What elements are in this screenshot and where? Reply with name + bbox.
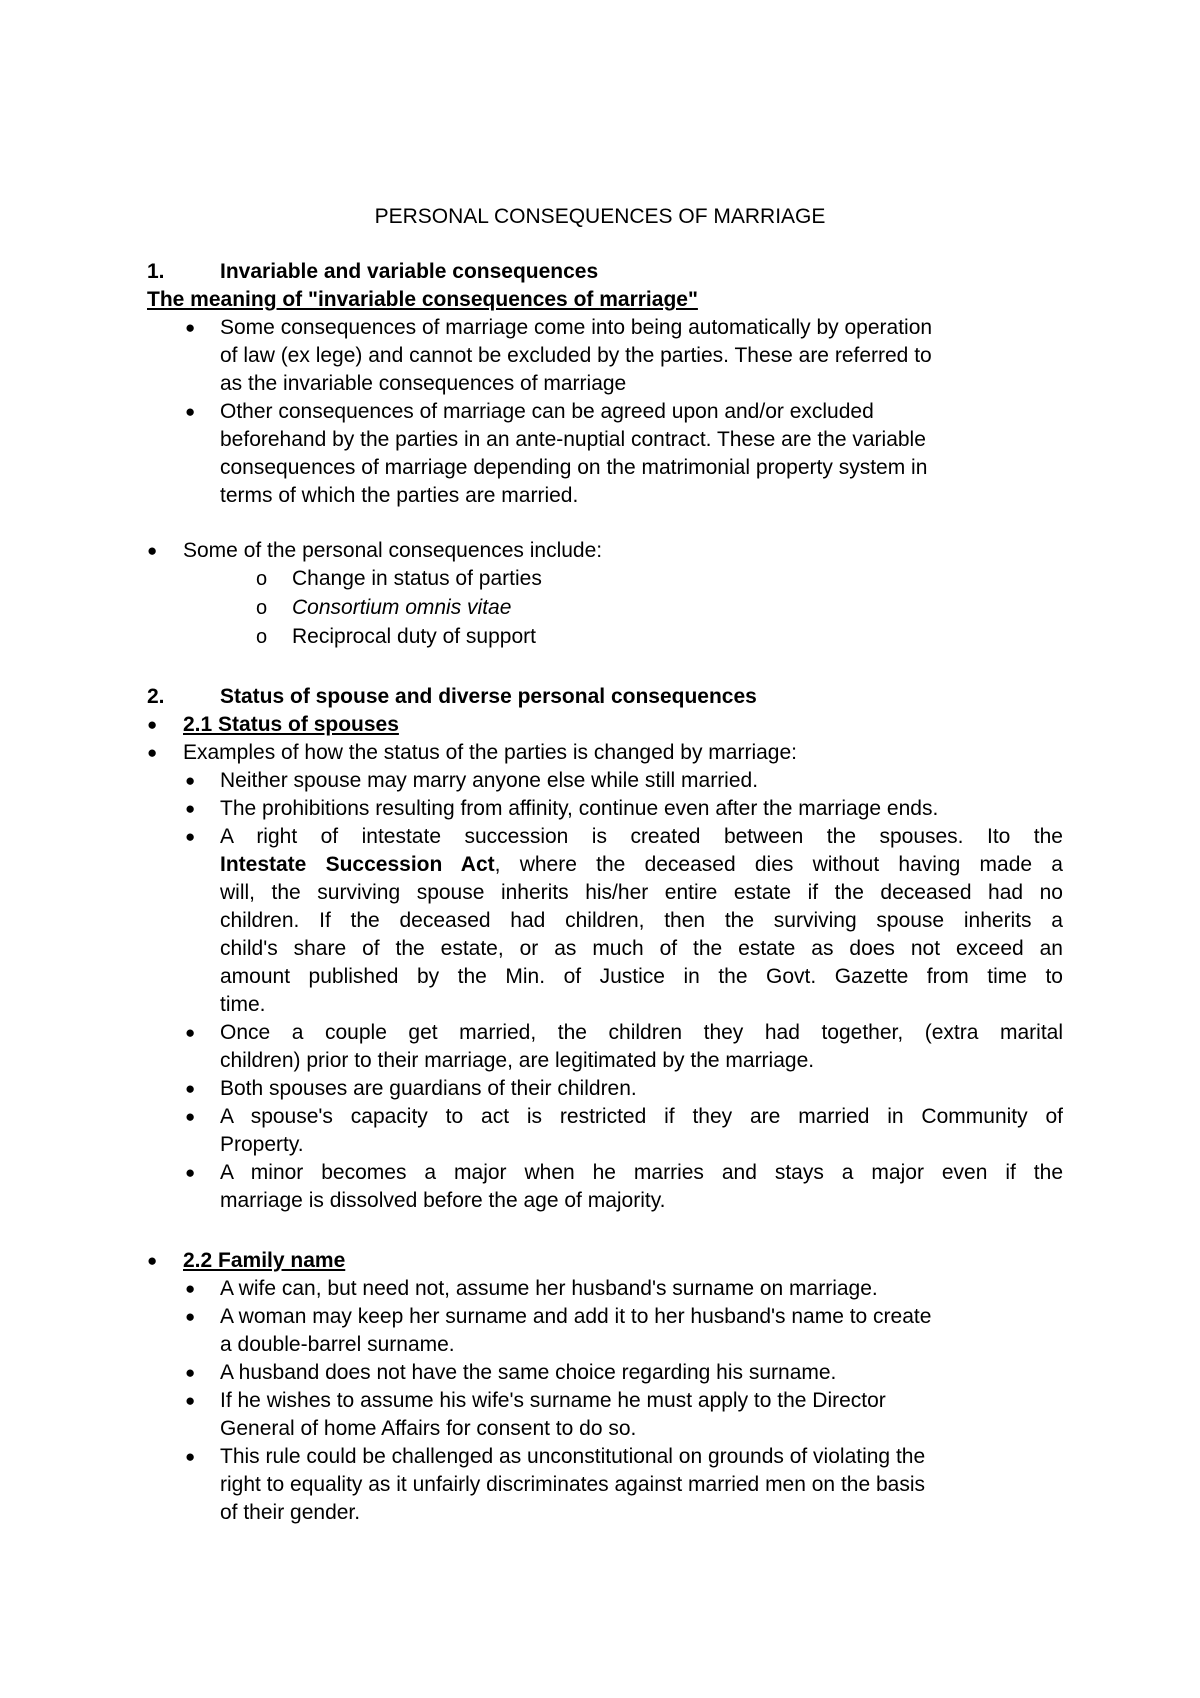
status-item-2: The prohibitions resulting from affinity, continue even after the marriage ends. [220,797,939,820]
status-item-1: Neither spouse may marry anyone else while still married. [220,769,759,792]
bullet-icon: ● [185,1447,196,1466]
bullet-icon: ● [147,743,158,762]
bullet-icon: ● [147,715,158,734]
intestate-succession-act: Intestate Succession Act [220,853,495,876]
family-name-item-4: If he wishes to assume his wife's surname he must apply to the Director General of home Affairs for consent to do so. [220,1389,886,1440]
section-1-heading: Invariable and variable consequences [220,260,599,283]
bullet-icon: ● [185,771,196,790]
bullet-icon: ● [147,541,158,560]
status-item-3: A right of intestate succession is created between the spouses. Ito the Intestate Succession Act, where the deceased dies without having made a will, the surviving spouse inherits his/her entire estate if the deceased had no children. If the deceased had children, then the surviving spouse inherits a child's share of the estate, or as much of the estate as does not exceed an amount published by the Min. of Justice in the Govt. Gazette from time to time. [220,825,1063,1016]
bullet-icon: ● [185,1023,196,1042]
s1-bullet-1: Some consequences of marriage come into being automatically by operation of law (ex lege) and cannot be excluded by the parties. These are referred to as the invariable consequences of marriage [220,316,933,395]
family-name-item-3: A husband does not have the same choice regarding his surname. [220,1361,837,1384]
bullet-icon: ● [185,1307,196,1326]
subsection-2-1-heading: 2.1 Status of spouses [183,713,399,736]
section-2-number: 2. [147,685,165,708]
bullet-icon: ● [185,1363,196,1382]
bullet-icon: ● [185,1107,196,1126]
section-2-heading: Status of spouse and diverse personal consequences [220,685,757,708]
personal-item-3: Reciprocal duty of support [292,625,536,648]
circle-bullet-icon: o [256,626,268,648]
status-item-5: Both spouses are guardians of their children. [220,1077,637,1100]
bullet-icon: ● [185,827,196,846]
circle-bullet-icon: o [256,568,268,590]
bullet-icon: ● [147,1251,158,1270]
page-title: PERSONAL CONSEQUENCES OF MARRIAGE [374,205,826,228]
bullet-icon: ● [185,402,196,421]
status-item-7: A minor becomes a major when he marries and stays a major even if the marriage is dissolved before the age of majority. [220,1161,1063,1212]
bullet-icon: ● [185,1391,196,1410]
bullet-icon: ● [185,1163,196,1182]
personal-item-1: Change in status of parties [292,567,542,590]
circle-bullet-icon: o [256,597,268,619]
section-1-number: 1. [147,260,165,283]
family-name-item-1: A wife can, but need not, assume her husband's surname on marriage. [220,1277,878,1300]
bullet-icon: ● [185,318,196,337]
status-examples-intro: Examples of how the status of the parties is changed by marriage: [183,741,797,764]
bullet-icon: ● [185,1279,196,1298]
personal-item-2: Consortium omnis vitae [292,596,512,619]
s1-bullet-2: Other consequences of marriage can be agreed upon and/or excluded beforehand by the parties in an ante-nuptial contract. These are the variable consequences of marriage depending on the matrimonial property system in terms of which the parties are married. [220,400,928,507]
personal-consequences-intro: Some of the personal consequences include: [183,539,603,562]
subsection-2-2-heading: 2.2 Family name [183,1249,346,1272]
status-item-6: A spouse's capacity to act is restricted if they are married in Community of Property. [220,1105,1063,1156]
bullet-icon: ● [185,1079,196,1098]
family-name-item-2: A woman may keep her surname and add it to her husband's name to create a double-barrel surname. [220,1305,932,1356]
section-1-subheading: The meaning of "invariable consequences of marriage" [147,288,698,311]
family-name-item-5: This rule could be challenged as unconstitutional on grounds of violating the right to equality as it unfairly discriminates against married men on the basis of their gender. [220,1445,926,1524]
status-item-4: Once a couple get married, the children they had together, (extra marital children) prior to their marriage, are legitimated by the marriage. [220,1021,1063,1072]
bullet-icon: ● [185,799,196,818]
